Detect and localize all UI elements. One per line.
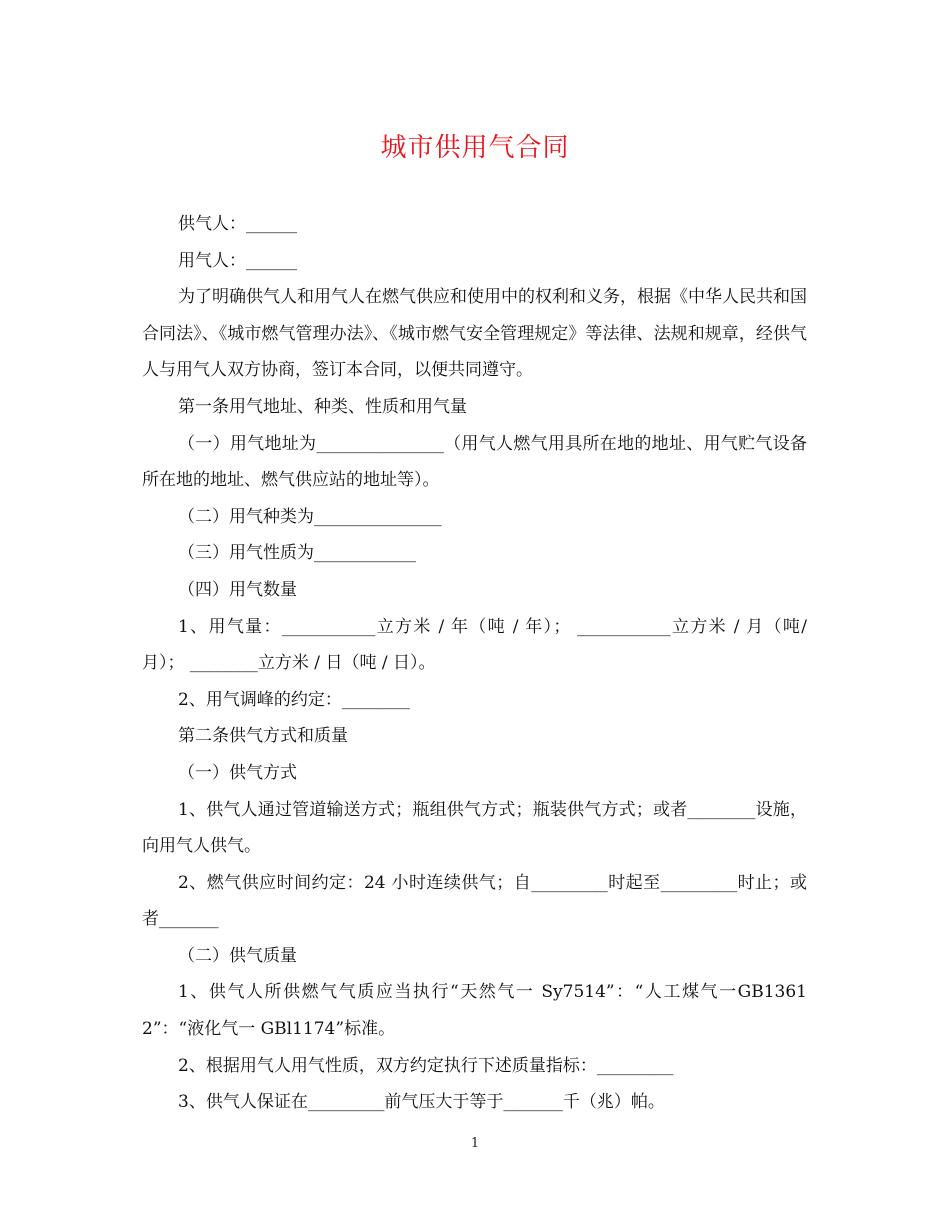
clause-gas-quantity-heading: （四）用气数量 <box>178 579 297 600</box>
clause-supply-time: 2、燃气供应时间约定：24 小时连续供气；自_________时起至_________时止；或者_______ <box>142 872 807 930</box>
clause-peak-regulation: 2、用气调峰的约定：________ <box>178 689 410 710</box>
document-body <box>142 206 807 1121</box>
page-number: 1 <box>470 1136 480 1151</box>
article-1-heading: 第一条用气地址、种类、性质和用气量 <box>178 396 467 417</box>
paragraph-gas-user: 用气人：______ <box>178 250 297 271</box>
article-2-heading: 第二条供气方式和质量 <box>178 726 348 747</box>
clause-supply-quality-heading: （二）供气质量 <box>178 945 297 966</box>
clause-gas-nature: （三）用气性质为____________ <box>178 543 416 564</box>
clause-gas-volume: 1、用气量：___________立方米 / 年（吨 / 年）； ___________立方米 / 月（吨/月）； ________立方米 / 日（吨 / 日）。 <box>142 616 807 674</box>
paragraph-gas-supplier: 供气人：______ <box>178 214 297 234</box>
paragraph-preamble: 为了明确供气人和用气人在燃气供应和使用中的权利和义务，根据《中华人民共和国合同法》、《城市燃气管理办法》、《城市燃气安全管理规定》等法律、法规和规章，经供气人与用气人双方协商，签订本合同，以便共同遵守。 <box>142 287 807 381</box>
document-title: 城市供用气合同 <box>380 133 570 163</box>
clause-supply-method: 1、供气人通过管道输送方式；瓶组供气方式；瓶装供气方式；或者________设施，向用气人供气。 <box>142 799 807 857</box>
clause-gas-address: （一）用气地址为_______________（用气人燃气用具所在地的地址、用气贮气设备所在地的地址、燃气供应站的地址等）。 <box>142 433 807 491</box>
clause-gas-pressure: 3、供气人保证在_________前气压大于等于_______千（兆）帕。 <box>178 1092 665 1113</box>
clause-gas-type: （二）用气种类为_______________ <box>178 506 442 527</box>
clause-quality-standards: 1、供气人所供燃气气质应当执行“天然气一 Sy7514”：“人工煤气一GB13612”：“液化气一 GBl1174”标准。 <box>142 982 807 1040</box>
clause-quality-indicators: 2、根据用气人用气性质，双方约定执行下述质量指标：_________ <box>178 1055 674 1076</box>
clause-supply-method-heading: （一）供气方式 <box>178 762 297 783</box>
